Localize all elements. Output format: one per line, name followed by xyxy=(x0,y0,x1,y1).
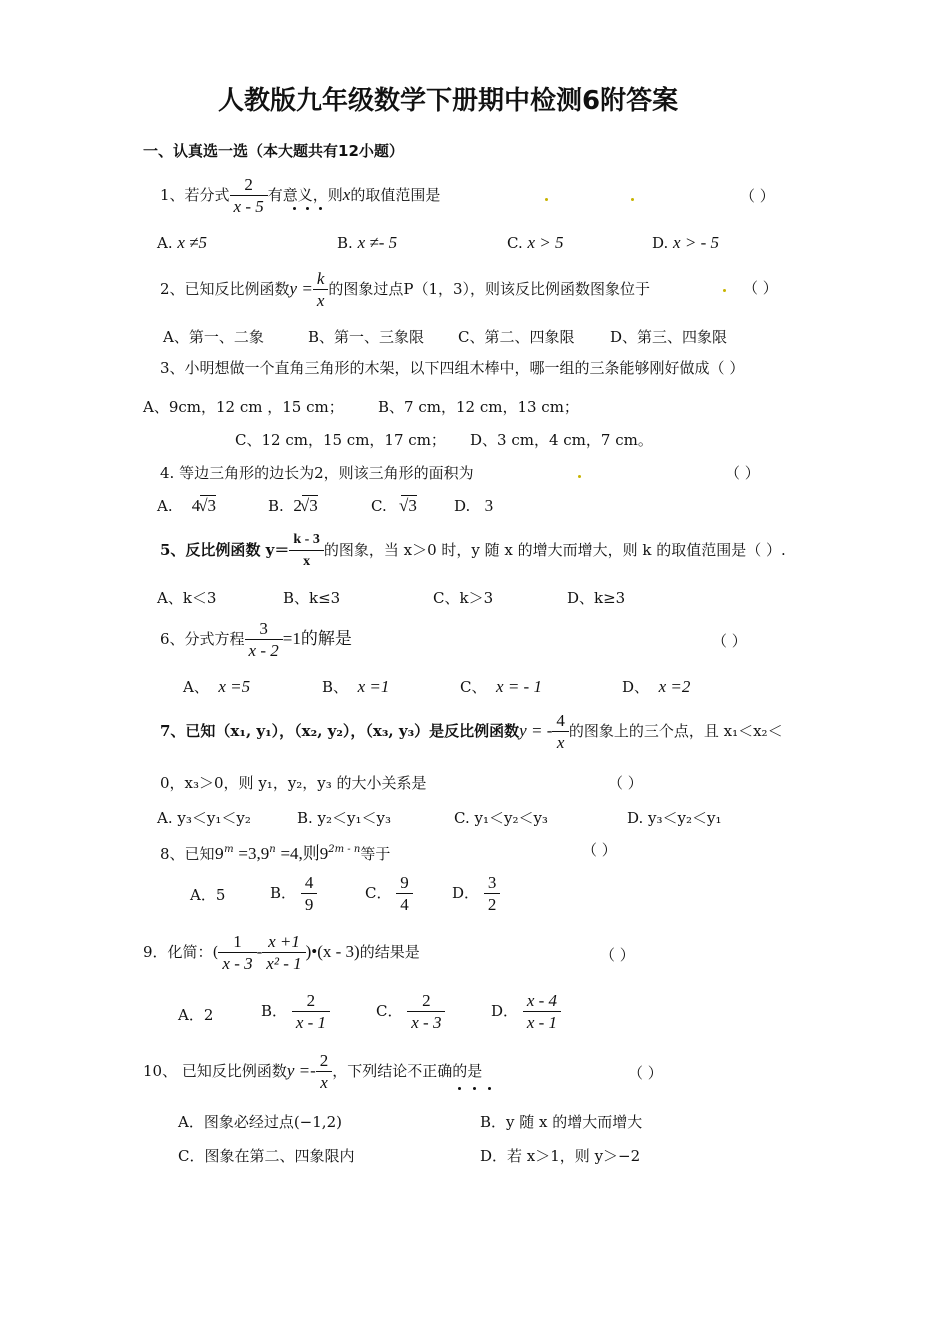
option-b: B. x ≠- 5 xyxy=(337,233,398,252)
option-b: B、 x =1 xyxy=(322,677,390,696)
option-d: D. y₃＜y₂＜y₁ xyxy=(627,809,722,827)
option-b: B、7 cm，12 cm，13 cm； xyxy=(378,398,579,416)
option-d: D. x > - 5 xyxy=(652,233,719,252)
option-a: A、第一、二象 xyxy=(163,328,264,346)
answer-paren: （ ） xyxy=(608,774,643,792)
question-1: 1、若分式 $\frac{2}{x - 5}$ 有意义，则x的取值范围是 xyxy=(160,175,441,216)
option-a: A. x ≠5 xyxy=(157,233,208,252)
answer-paren: （ ） xyxy=(712,632,747,650)
section-heading: 一、认真选一选（本大题共有12小题） xyxy=(143,142,404,160)
option-a: A．图象必经过点(−1,2) xyxy=(178,1113,342,1131)
option-a: A. y₃＜y₁＜y₂ xyxy=(157,809,251,827)
question-7-line2: 0，x₃＞0，则 y₁，y₂，y₃ 的大小关系是 xyxy=(160,774,427,792)
answer-paren: （ ） xyxy=(725,464,760,482)
question-3: 3、小明想做一个直角三角形的木架，以下四组木棒中，哪一组的三条能够刚好做成（ ） xyxy=(160,359,745,377)
option-d: D、3 cm，4 cm，7 cm。 xyxy=(470,431,653,449)
option-c: C．图象在第二、四象限内 xyxy=(178,1147,355,1165)
answer-paren: （ ） xyxy=(743,279,778,297)
option-a: A、k＜3 xyxy=(157,589,217,607)
answer-paren: （ ） xyxy=(600,946,635,964)
answer-paren: （ ） xyxy=(628,1064,663,1082)
option-d: D．若 x＞1，则 y＞−2 xyxy=(480,1147,641,1165)
question-6: 6、分式方程 $\frac{3}{x - 2}$ =1的解是 xyxy=(160,619,352,660)
option-c: C、第二、四象限 xyxy=(458,328,575,346)
option-a: A．2 xyxy=(178,1006,214,1024)
option-d: D． $\frac{x - 4}{x - 1}$ xyxy=(491,992,561,1032)
question-4: 4. 等边三角形的边长为2，则该三角形的面积为 xyxy=(160,464,474,482)
page-title: 人教版九年级数学下册期中检测6附答案 xyxy=(218,86,679,116)
question-10: 10、 已知反比例函数y =- $\frac{2}{x}$ ，下列结论不正确的是 xyxy=(143,1051,483,1092)
option-d: D、k≥3 xyxy=(567,589,626,607)
option-b: B. y₂＜y₁＜y₃ xyxy=(297,809,392,827)
option-c: C、 x = - 1 xyxy=(460,677,542,696)
question-8: 8、已知$9^m =3,9^n =4$,则$9^{2m - n}$等于 xyxy=(160,844,391,863)
option-b: B． $\frac{4}{9}$ xyxy=(270,874,317,914)
option-b: B． $\frac{2}{x - 1}$ xyxy=(261,992,330,1032)
question-2: 2、已知反比例函数y = $\frac{k}{x}$ 的图象过点P（1，3），则该反比例函数图象位于 xyxy=(160,269,651,310)
option-c: C． $\frac{2}{x - 3}$ xyxy=(376,992,445,1032)
answer-paren: （ ） xyxy=(582,841,617,859)
option-c: C． $\frac{9}{4}$ xyxy=(365,874,413,914)
option-b: B、k≤3 xyxy=(283,589,341,607)
option-b: B. 2√3 xyxy=(268,496,318,515)
option-a: A、9cm，12 cm ，15 cm； xyxy=(143,398,344,416)
option-c: C. √3 xyxy=(371,496,417,515)
option-c: C. y₁＜y₂＜y₃ xyxy=(454,809,548,827)
option-c: C、12 cm，15 cm，17 cm； xyxy=(235,431,446,449)
option-b: B、第一、三象限 xyxy=(308,328,425,346)
option-c: C、k＞3 xyxy=(433,589,494,607)
question-9: 9．化简：( $\frac{1}{x - 3}$ - $\frac{x +1}{\text{x² - 1}}$ )•(x - 3)的结果是 xyxy=(143,932,420,973)
option-a: A．5 xyxy=(190,886,226,904)
option-a: A、 x =5 xyxy=(183,677,251,696)
answer-paren: （ ） xyxy=(740,187,775,205)
question-7: 7、已知（x₁, y₁），（x₂, y₂），（x₃, y₃）是反比例函数y = - $\frac{4}{x}$ 的图象上的三个点，且 x₁＜x₂＜ xyxy=(160,711,783,752)
option-d: D. 3 xyxy=(454,496,494,515)
option-d: D、 x =2 xyxy=(622,677,691,696)
option-c: C. x > 5 xyxy=(507,233,564,252)
option-b: B．y 随 x 的增大而增大 xyxy=(480,1113,643,1131)
option-d: D． $\frac{3}{2}$ xyxy=(452,874,500,914)
option-a: A. 4√3 xyxy=(157,496,217,515)
option-d: D、第三、四象限 xyxy=(610,328,728,346)
question-5: 5、反比例函数 y＝ $\frac{k - 3}{x}$ 的图象，当 x＞0 时，y 随 x 的增大而增大，则 k 的取值范围是（ ）. xyxy=(160,532,786,569)
